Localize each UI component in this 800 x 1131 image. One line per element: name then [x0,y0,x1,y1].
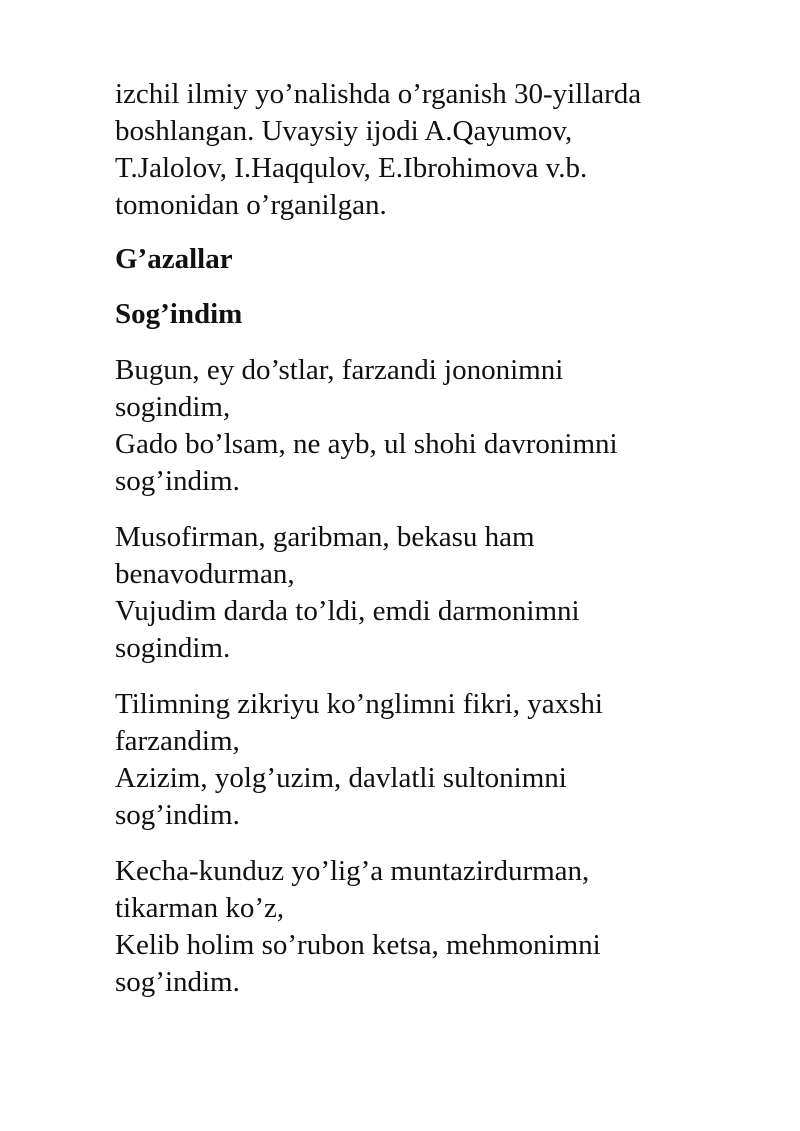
stanza-line: Vujudim darda to’ldi, emdi darmonimni [115,595,580,627]
poem-title: Sog’indim [115,298,243,330]
stanza-2 [115,519,735,667]
stanza-4 [115,853,735,1001]
stanza-line: Kelib holim so’rubon ketsa, mehmonimni [115,929,601,961]
stanza-line: Bugun, ey do’stlar, farzandi jononimni [115,354,564,386]
section-heading: G’azallar [115,243,233,275]
intro-line: tomonidan o’rganilgan. [115,189,387,221]
document-page [115,76,735,1001]
stanza-line: sogindim, [115,391,231,423]
intro-line: T.Jalolov, I.Haqqulov, E.Ibrohimova v.b. [115,152,588,184]
intro-paragraph [115,76,735,224]
stanza-3 [115,686,735,834]
stanza-line: Musofirman, garibman, bekasu ham [115,521,535,553]
stanza-line: Tilimning zikriyu ko’nglimni fikri, yaxshi [115,688,603,720]
stanza-line: sog’indim. [115,799,240,831]
stanza-1 [115,352,735,500]
intro-line: izchil ilmiy yo’nalishda o’rganish 30-yillarda [115,78,642,110]
stanza-line: Kecha-kunduz yo’lig’a muntazirdurman, [115,855,590,887]
stanza-line: farzandim, [115,725,240,757]
stanza-line: sog’indim. [115,966,240,998]
stanza-line: tikarman ko’z, [115,892,285,924]
stanza-line: Gado bo’lsam, ne ayb, ul shohi davronimni [115,428,618,460]
stanza-line: sog’indim. [115,465,240,497]
stanza-line: benavodurman, [115,558,295,590]
stanza-line: sogindim. [115,632,231,664]
stanza-line: Azizim, yolg’uzim, davlatli sultonimni [115,762,567,794]
intro-line: boshlangan. Uvaysiy ijodi A.Qayumov, [115,115,573,147]
